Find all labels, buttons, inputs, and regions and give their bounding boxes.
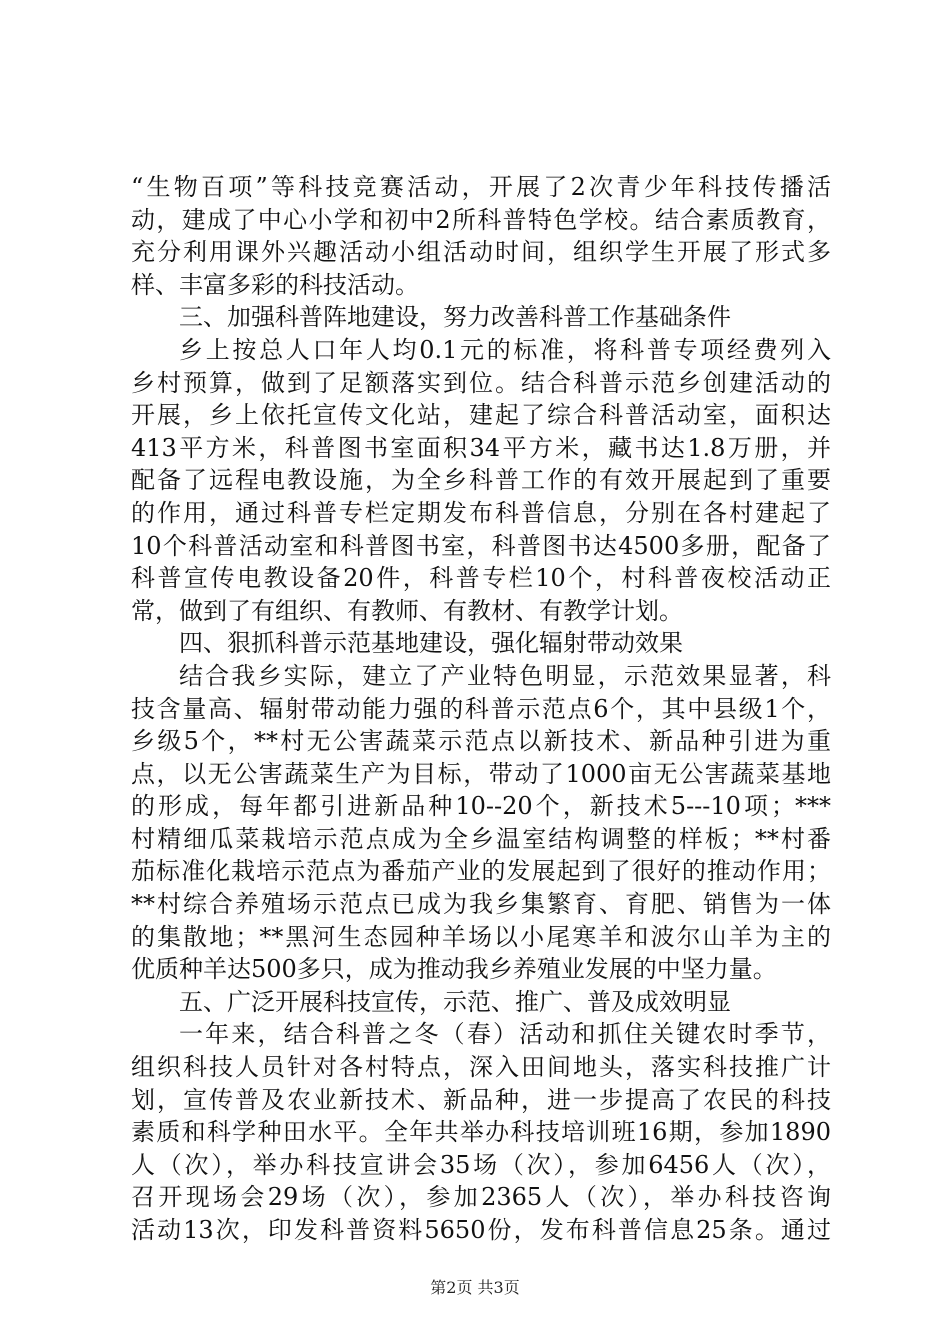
body-text bbox=[131, 171, 831, 1247]
text-line: 一年来，结合科普之冬（春）活动和抓住关键农时季节， bbox=[179, 1020, 831, 1049]
text-line: 优质种羊达500多只，成为推动我乡养殖业发展的中坚力量。 bbox=[131, 955, 777, 984]
text-line: 充分利用课外兴趣活动小组活动时间，组织学生开展了形式多 bbox=[131, 238, 831, 267]
text-line: 动，建成了中心小学和初中2所科普特色学校。结合素质教育， bbox=[131, 205, 831, 234]
text-line: 技含量高、辐射带动能力强的科普示范点6个，其中县级1个， bbox=[131, 694, 831, 723]
text-line: 开展，乡上依托宣传文化站，建起了综合科普活动室，面积达 bbox=[131, 401, 831, 430]
text-line: 10个科普活动室和科普图书室，科普图书达4500多册，配备了 bbox=[131, 531, 831, 560]
text-line: 茄标准化栽培示范点为番茄产业的发展起到了很好的推动作用； bbox=[131, 857, 831, 886]
text-line: 点，以无公害蔬菜生产为目标，带动了1000亩无公害蔬菜基地 bbox=[131, 759, 831, 788]
text-line: 样、丰富多彩的科技活动。 bbox=[131, 270, 419, 299]
text-line: 的形成，每年都引进新品种10--20个，新技术5---10项；*** bbox=[131, 792, 831, 821]
page-number: 第2页 共3页 bbox=[430, 1278, 520, 1297]
text-line: 人（次），举办科技宣讲会35场（次），参加6456人（次）， bbox=[131, 1150, 831, 1179]
section-heading: 四、狠抓科普示范基地建设，强化辐射带动效果 bbox=[179, 629, 683, 658]
page-footer bbox=[0, 1275, 950, 1298]
text-line: 召开现场会29场（次），参加2365人（次），举办科技咨询 bbox=[131, 1183, 831, 1212]
text-line: 乡级5个，**村无公害蔬菜示范点以新技术、新品种引进为重 bbox=[131, 727, 831, 756]
text-line: 配备了远程电教设施，为全乡科普工作的有效开展起到了重要 bbox=[131, 466, 831, 495]
text-line: **村综合养殖场示范点已成为我乡集繁育、育肥、销售为一体 bbox=[131, 890, 831, 919]
text-line: 的作用，通过科普专栏定期发布科普信息，分别在各村建起了 bbox=[131, 498, 831, 527]
text-line: 常，做到了有组织、有教师、有教材、有教学计划。 bbox=[131, 596, 683, 625]
text-line: 科普宣传电教设备20件，科普专栏10个，村科普夜校活动正 bbox=[131, 564, 831, 593]
text-line: 划，宣传普及农业新技术、新品种，进一步提高了农民的科技 bbox=[131, 1085, 831, 1114]
text-line: 乡村预算，做到了足额落实到位。结合科普示范乡创建活动的 bbox=[131, 368, 831, 397]
text-line: 结合我乡实际，建立了产业特色明显，示范效果显著，科 bbox=[179, 661, 831, 690]
text-line: 413平方米，科普图书室面积34平方米，藏书达1.8万册，并 bbox=[131, 433, 831, 462]
text-line: 活动13次，印发科普资料5650份，发布科普信息25条。通过 bbox=[131, 1216, 831, 1244]
text-line: 素质和科学种田水平。全年共举办科技培训班16期，参加1890 bbox=[131, 1118, 831, 1147]
text-line: 的集散地；**黑河生态园种羊场以小尾寒羊和波尔山羊为主的 bbox=[131, 922, 831, 951]
text-line: 组织科技人员针对各村特点，深入田间地头，落实科技推广计 bbox=[131, 1053, 831, 1082]
text-line: “生物百项”等科技竞赛活动，开展了2次青少年科技传播活 bbox=[131, 173, 831, 201]
text-line: 乡上按总人口年人均0.1元的标准，将科普专项经费列入 bbox=[179, 335, 831, 364]
section-heading: 五、广泛开展科技宣传，示范、推广、普及成效明显 bbox=[179, 987, 731, 1016]
section-heading: 三、加强科普阵地建设，努力改善科普工作基础条件 bbox=[179, 303, 731, 332]
text-line: 村精细瓜菜栽培示范点成为全乡温室结构调整的样板；**村番 bbox=[131, 824, 831, 853]
